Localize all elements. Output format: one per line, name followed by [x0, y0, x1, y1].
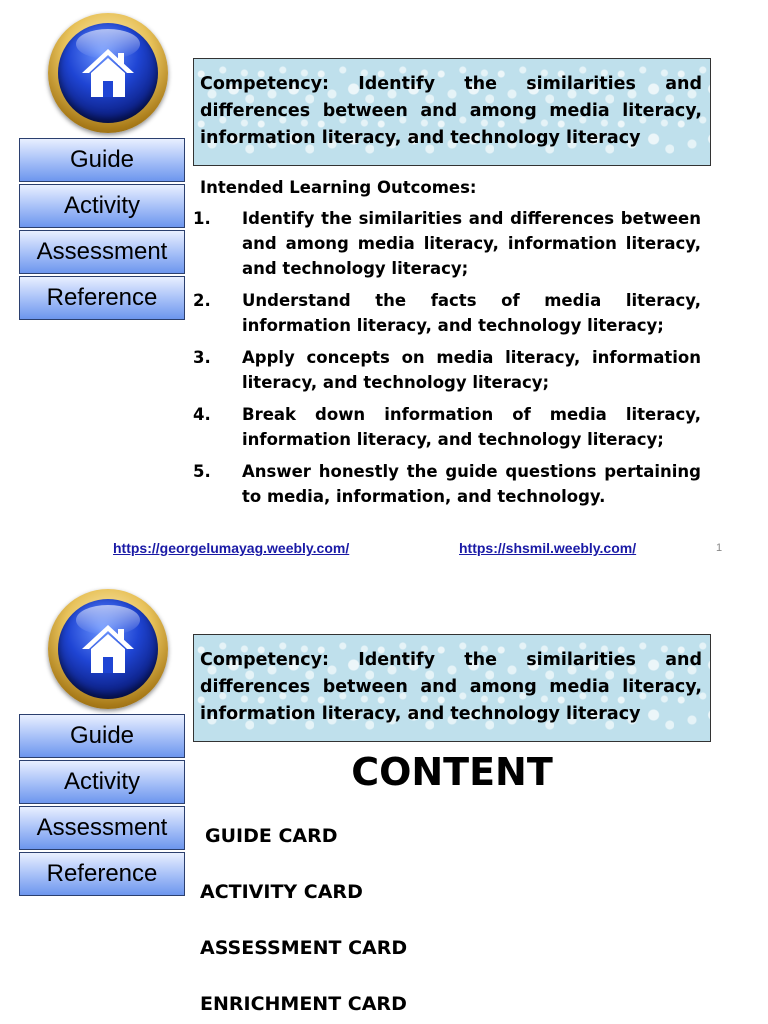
nav-activity-button[interactable]: Activity — [19, 184, 185, 228]
list-item-text: Answer honestly the guide questions pertaining to media, information, and technology. — [242, 462, 701, 506]
enrichment-card-link[interactable]: ENRICHMENT CARD — [200, 993, 407, 1015]
list-item — [193, 345, 701, 395]
guide-card-link[interactable]: GUIDE CARD — [205, 825, 338, 847]
nav-guide-button[interactable]: Guide — [19, 138, 185, 182]
list-item-number: 2. — [193, 291, 211, 310]
ilo-title: Intended Learning Outcomes: — [200, 178, 477, 197]
home-button-face — [58, 23, 158, 123]
list-item-number: 4. — [193, 405, 211, 424]
list-item-number: 3. — [193, 348, 211, 367]
competency-box: Competency: Identify the similarities and differences between and among media literacy, information literacy, and technology literacy — [193, 58, 711, 166]
list-item-text: Apply concepts on media literacy, information literacy, and technology literacy; — [242, 348, 701, 392]
slide-2 — [0, 576, 768, 1024]
page-number: 1 — [716, 542, 723, 554]
nav-reference-button[interactable]: Reference — [19, 276, 185, 320]
home-button-face — [58, 599, 158, 699]
shsmil-link[interactable]: https://shsmil.weebly.com/ — [459, 540, 637, 556]
list-item-text: Understand the facts of media literacy, information literacy, and technology literacy; — [242, 291, 701, 335]
house-icon — [80, 621, 136, 677]
competency-box: Competency: Identify the similarities and differences between and among media literacy, information literacy, and technology literacy — [193, 634, 711, 742]
nav-activity-button[interactable]: Activity — [19, 760, 185, 804]
list-item — [193, 288, 701, 338]
list-item — [193, 459, 701, 509]
list-item — [193, 402, 701, 452]
nav-guide-button[interactable]: Guide — [19, 714, 185, 758]
list-item-number: 5. — [193, 462, 211, 481]
house-icon — [80, 45, 136, 101]
nav-reference-button[interactable]: Reference — [19, 852, 185, 896]
home-button[interactable] — [48, 13, 168, 133]
activity-card-link[interactable]: ACTIVITY CARD — [200, 881, 363, 903]
assessment-card-link[interactable]: ASSESSMENT CARD — [200, 937, 408, 959]
list-item — [193, 206, 701, 281]
ilo-list — [193, 206, 701, 516]
nav-assessment-button[interactable]: Assessment — [19, 806, 185, 850]
georgelumayag-link[interactable]: https://georgelumayag.weebly.com/ — [113, 540, 350, 556]
list-item-text: Identify the similarities and differences between and among media literacy, information literacy, and technology literacy; — [242, 209, 701, 278]
content-title: CONTENT — [351, 750, 553, 794]
list-item-text: Break down information of media literacy, information literacy, and technology literacy; — [242, 405, 701, 449]
home-button[interactable] — [48, 589, 168, 709]
list-item-number: 1. — [193, 209, 211, 228]
nav-assessment-button[interactable]: Assessment — [19, 230, 185, 274]
